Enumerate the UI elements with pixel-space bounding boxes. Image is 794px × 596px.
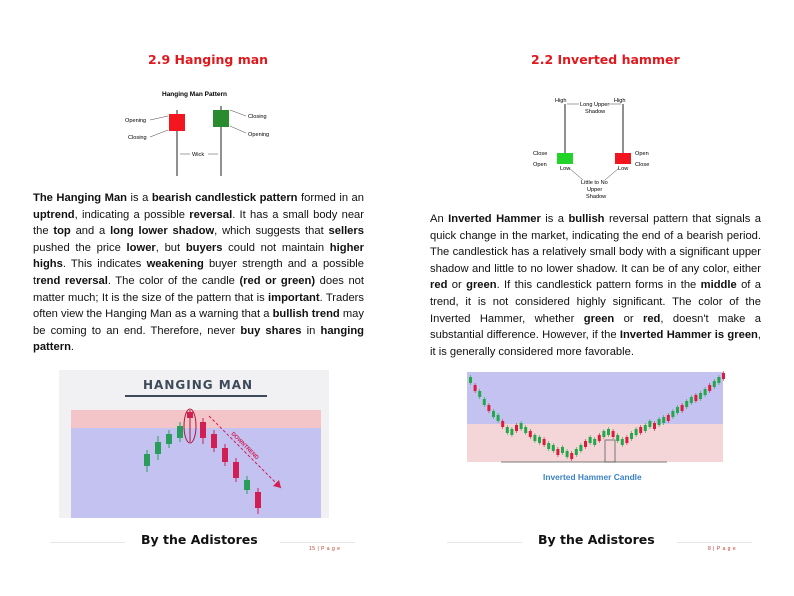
candle-body: [644, 425, 647, 431]
right-page: [397, 0, 794, 596]
right-page-number: 8 | P a g e: [708, 546, 737, 552]
candle-body: [694, 395, 697, 401]
candle-body: [722, 373, 725, 379]
inverted-hammer-highlight: [605, 440, 615, 462]
green-candle: [213, 110, 229, 127]
candle-body: [713, 381, 716, 387]
candle-body: [520, 423, 523, 429]
left-paragraph-run: does not matter much; It is the size of the pattern that is: [33, 274, 364, 304]
left-paragraph: [33, 190, 364, 356]
candle-body: [704, 389, 707, 395]
label-upper: Upper: [587, 187, 603, 193]
chart-heading: HANGING MAN: [143, 378, 254, 392]
candle-body: [487, 405, 490, 411]
candle-body: [506, 427, 509, 433]
candle-body: [469, 377, 472, 383]
candle-body: [552, 445, 555, 451]
left-paragraph-run: weakening: [146, 258, 204, 271]
candle-body: [501, 421, 504, 427]
left-paragraph-run: . Traders often view the Hanging Man as a warning that a: [33, 291, 364, 321]
left-paragraph-run: top: [53, 225, 71, 238]
candle-body: [699, 393, 702, 399]
left-page-title: 2.9 Hanging man: [148, 52, 269, 67]
right-paragraph-run: middle: [700, 279, 737, 292]
candle-body: [524, 427, 527, 433]
uptrend-candles: [144, 422, 183, 472]
left-paragraph-run: lower: [126, 241, 156, 254]
left-paragraph-run: . This indicates: [62, 258, 147, 271]
right-page-title: 2.2 Inverted hammer: [531, 52, 680, 67]
candle-body: [598, 435, 601, 441]
left-paragraph-run: hanging pattern: [33, 324, 364, 354]
right-footer: By the Adistores: [538, 532, 655, 547]
right-paragraph-run: red: [642, 312, 661, 325]
candle-body: [556, 449, 559, 455]
left-paragraph-run: uptrend: [33, 208, 75, 221]
label-opening-right: Opening: [248, 132, 270, 138]
right-paragraph-run: red: [430, 279, 448, 292]
right-paragraph: [430, 211, 761, 360]
left-paragraph-run: pushed the price: [33, 241, 127, 254]
right-paragraph-run: of a trend, it is not considered highly significant. The color of the Inverted Hammer, whether: [430, 279, 761, 325]
candle-body: [602, 431, 605, 437]
label-open-right: Open: [635, 151, 649, 157]
candle-body: [717, 377, 720, 383]
right-paragraph-run: An: [430, 213, 449, 225]
left-paragraph-run: sellers: [328, 225, 364, 238]
right-paragraph-run: , it is generally considered more favorable.: [430, 329, 761, 358]
left-paragraph-run: and a: [70, 225, 111, 238]
left-paragraph-run: . It has a small body near the: [33, 208, 365, 238]
left-paragraph-run: bullish trend: [272, 308, 340, 321]
candle-body: [690, 397, 693, 403]
chart-caption: Inverted Hammer Candle: [543, 472, 642, 482]
candle-body: [708, 385, 711, 391]
right-paragraph-run: or: [447, 279, 467, 292]
red-candle: [169, 114, 185, 131]
candle-body: [648, 421, 651, 427]
label-high-right: High: [614, 98, 626, 104]
label-closing-right: Closing: [248, 114, 267, 120]
candle-body: [538, 437, 541, 443]
left-paragraph-run: is a: [127, 192, 152, 204]
candle-body: [662, 417, 665, 423]
label-wick: Wick: [192, 152, 205, 158]
inverted-hammer-chart: [467, 368, 727, 486]
left-page-number: 15 | P a g e: [309, 546, 341, 552]
right-paragraph-run: green: [583, 312, 615, 325]
right-paragraph-run: Inverted Hammer is green: [619, 329, 758, 342]
left-paragraph-run: rend reversal: [36, 274, 108, 287]
left-paragraph-run: reversal: [189, 208, 233, 221]
candle-body: [543, 439, 546, 445]
candle-body: [630, 433, 633, 439]
label-little-no: Little to No: [581, 180, 608, 186]
candle-body: [625, 437, 628, 443]
left-paragraph-run: .: [70, 341, 75, 354]
hanging-man-chart: [59, 370, 329, 518]
label-low-right: Low: [618, 166, 629, 172]
left-paragraph-run: buyer strength and a possible t: [33, 258, 364, 287]
hanging-man-diagram: [122, 86, 282, 178]
candle-body: [589, 437, 592, 443]
downtrend-arrow: [209, 416, 281, 488]
candle-body: [621, 439, 624, 445]
left-paragraph-run: important: [268, 291, 320, 304]
label-low-left: Low: [560, 166, 571, 172]
candle-body: [579, 445, 582, 451]
left-paragraph-run: may be coming to an end. Therefore, never: [33, 308, 364, 337]
candle-body: [681, 405, 684, 411]
candle-body: [474, 385, 477, 391]
candle-body: [566, 451, 569, 457]
label-closing-left: Closing: [128, 135, 147, 141]
diagram-title: Hanging Man Pattern: [162, 91, 228, 98]
candle-body: [593, 439, 596, 445]
right-paragraph-run: is a: [540, 213, 569, 225]
candle-body: [497, 415, 500, 421]
green-candle: [557, 153, 573, 164]
right-paragraph-run: reversal pattern that signals a quick change in the market, indicating the end of a bearish period. The candlestick has a relatively small body with a significant upper shadow and little to no lower shadow. It can be of any color, either: [430, 213, 761, 275]
label-shadow-2: Shadow: [586, 194, 607, 200]
left-paragraph-run: could not maintain: [222, 241, 330, 254]
candle-body: [639, 427, 642, 433]
candle-body: [584, 441, 587, 447]
left-paragraph-run: , indicating a possible: [74, 208, 190, 221]
right-paragraph-run: Inverted Hammer: [448, 213, 541, 225]
label-close-right: Close: [635, 162, 650, 168]
candle-body: [529, 431, 532, 437]
left-paragraph-run: . The color of the candle: [107, 274, 240, 287]
red-candle: [615, 153, 631, 164]
left-paragraph-run: long lower shadow: [110, 225, 215, 238]
label-opening-left: Opening: [125, 118, 147, 124]
candle-body: [561, 447, 564, 453]
candle-body: [671, 411, 674, 417]
right-paragraph-run: or: [614, 312, 643, 325]
left-footer: By the Adistores: [141, 532, 258, 547]
candle-body: [616, 435, 619, 441]
downtrend-label: DOWNTREND: [229, 431, 260, 462]
left-paragraph-run: , which suggests that: [214, 225, 329, 238]
candle-body: [658, 419, 661, 425]
candle-body: [635, 429, 638, 435]
left-paragraph-run: The Hanging Man: [33, 192, 128, 204]
candle-body: [510, 429, 513, 435]
right-paragraph-run: green: [466, 279, 497, 292]
candle-body: [667, 415, 670, 421]
label-open-left: Open: [533, 162, 547, 168]
left-paragraph-run: formed in an: [297, 192, 364, 204]
right-paragraph-run: . If this candlestick pattern forms in the: [496, 279, 701, 292]
label-long-upper: Long Upper: [580, 102, 610, 108]
hanging-man-candle: [184, 409, 196, 443]
candle-body: [570, 453, 573, 459]
candle-body: [612, 431, 615, 437]
candle-body: [515, 425, 518, 431]
left-paragraph-run: bearish candlestick pattern: [151, 192, 298, 204]
candle-body: [483, 399, 486, 405]
candle-body: [547, 443, 550, 449]
downtrend-candles: [200, 418, 261, 514]
right-paragraph-run: , doesn't make a substantial difference. However, if the: [430, 312, 761, 342]
left-paragraph-run: higher highs: [33, 241, 364, 271]
inverted-hammer-diagram: [529, 94, 659, 202]
candle-body: [533, 435, 536, 441]
candle-body: [492, 411, 495, 417]
candle-body: [607, 429, 610, 435]
label-high-left: High: [555, 98, 567, 104]
left-paragraph-run: (red or green): [239, 274, 316, 287]
candle-body: [575, 449, 578, 455]
label-shadow: Shadow: [585, 109, 606, 115]
left-paragraph-run: buy shares: [240, 324, 302, 337]
candle-body: [676, 407, 679, 413]
candle-body: [653, 423, 656, 429]
right-paragraph-run: bullish: [568, 213, 605, 225]
left-paragraph-run: buyers: [185, 241, 223, 254]
label-close-left: Close: [533, 151, 548, 157]
left-paragraph-run: , but: [155, 241, 186, 254]
left-paragraph-run: in: [301, 324, 321, 337]
candle-body: [478, 391, 481, 397]
candle-body: [685, 401, 688, 407]
